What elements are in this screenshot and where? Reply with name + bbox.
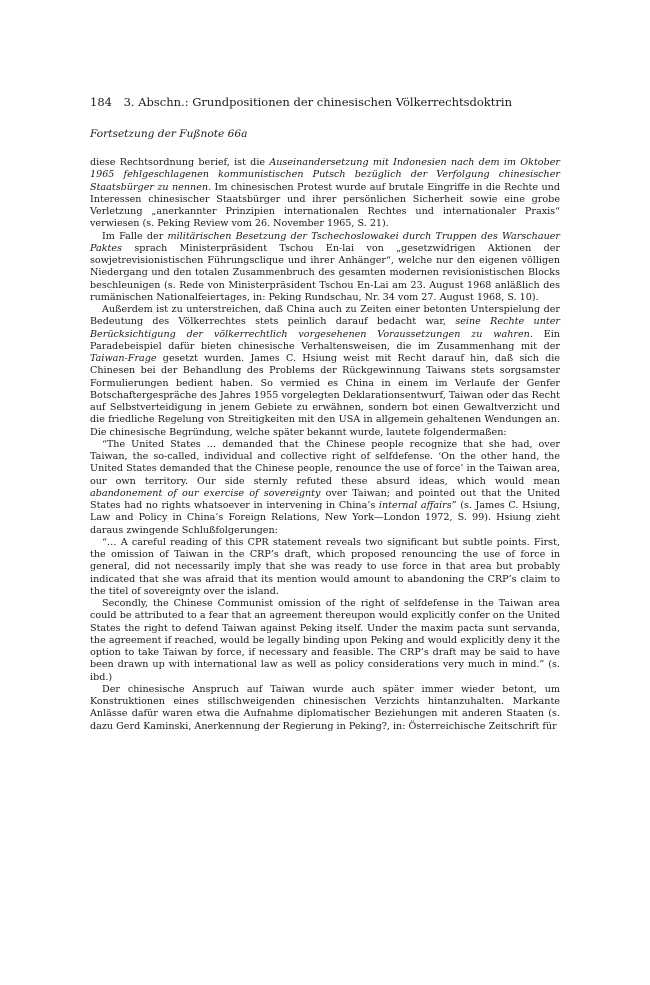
footnote-continuation-label: Fortsetzung der Fußnote 66a — [90, 128, 248, 140]
emphasized-text: Auseinandersetzung mit Indonesien nach dem im Oktober 1965 fehlgeschlagenen kommunistischen Putsch bezüglich der Verfolgung chinesischer Staatsbürger zu nennen. — [90, 157, 560, 193]
text-run: “The United States … demanded that the Chinese people recognize that she had, over Taiwan, the so-called, individual and collective right of selfdefense. ‘On the other hand, the United States demanded that the Chinese people, renounce the use of force’ in the Taiwan area, our own territory. Our side sternly refuted these absurd ideas, which would mean — [90, 438, 560, 487]
emphasized-text: Taiwan-Frage — [90, 353, 157, 364]
page-number: 184 — [90, 95, 112, 109]
paragraph — [90, 304, 560, 439]
text-run: diese Rechtsordnung berief, ist die — [90, 157, 270, 168]
paragraph — [90, 537, 560, 598]
text-run: Im chinesischen Protest wurde auf brutale Eingriffe in die Rechte und Interessen chinesischer Staatsbürger und ihrer persönlichen Sicherheit sowie eine grobe Verletzung „anerkannter Prinzipien internationalen Rechtes und internationaler Praxis“ verwiesen (s. Peking Review vom 26. November 1965, S. 21). — [90, 181, 560, 230]
paragraph — [90, 439, 560, 537]
running-header — [90, 95, 560, 110]
paragraph — [90, 157, 560, 231]
emphasized-text: abandonement of our exercise of sovereignty — [90, 487, 321, 499]
text-run: sprach Ministerpräsident Tschou En-lai von „gesetzwidrigen Aktionen der sowjetrevisionistischen Führungsclique und ihrer Anhänger“, welche nur den eigenen völligen Niedergang und den totalen Zusammenbruch des gesamten modernen revisionistischen Blocks beschleunigen (s. Rede von Ministerpräsident Tschou En-Lai am 23. August 1968 anläßlich des rumänischen Nationalfeiertages, in: Peking Rundschau, Nr. 34 vom 27. August 1968, S. 10). — [90, 242, 560, 303]
paragraph — [90, 231, 560, 305]
document-page — [90, 95, 560, 733]
emphasized-text: internal affairs — [378, 500, 452, 511]
running-title: 3. Abschn.: Grundpositionen der chinesischen Völkerrechtsdoktrin — [123, 95, 512, 109]
paragraph — [90, 684, 560, 733]
text-run: Außerdem ist zu unterstreichen, daß China auch zu Zeiten einer betonten Unterspielung der Bedeutung des Völkerrechtes stets peinlich darauf bedacht war, — [90, 304, 560, 328]
text-run: Secondly, the Chinese Communist omission of the right of selfdefense in the Taiwan area could be attributed to a fear that an agreement thereupon would explicitly confer on the United States the right to defend Taiwan against Peking itself. Under the maxim pacta sunt servanda, the agreement if reached, would be legally binding upon Peking and would explicitly deny it the option to take Taiwan by force, if necessary and feasible. The CRP’s draft may be said to have been drawn up with international law as well as policy considerations very much in mind.” (s. ibd.) — [90, 598, 560, 683]
body-text — [90, 157, 560, 733]
text-run: ” (s. James C. Hsiung, Law and Policy in China’s Foreign Relations, New York—London 1972, S. 99). Hsiung zieht daraus zwingende Schlußfolgerungen: — [90, 500, 560, 536]
paragraph — [90, 598, 560, 684]
text-run: Ein Paradebeispiel dafür bieten chinesische Verhaltensweisen, die im Zusammenhang mit der — [90, 328, 560, 352]
text-run: over Taiwan; and pointed out that the United States had no rights whatsoever in intervening in China’s — [90, 487, 561, 511]
emphasized-text: militärischen Besetzung der Tschechoslowakei durch Truppen des Warschauer Paktes — [90, 230, 561, 254]
emphasized-text: seine Rechte unter Berücksichtigung der völkerrechtlich vorgesehenen Voraussetzungen zu wahren. — [90, 316, 560, 340]
text-run: “… A careful reading of this CPR statement reveals two significant but subtle points. First, the omission of Taiwan in the CRP’s draft, which proposed renouncing the use of force in general, did not necessarily imply that she was ready to use force in that area but probably indicated that she was afraid that its mention would amount to abandoning the CRP’s claim to the titel of sovereignty over the island. — [90, 536, 560, 597]
text-run: gesetzt wurden. James C. Hsiung weist mit Recht darauf hin, daß sich die Chinesen bei der Behandlung des Problems der Rückgewinnung Taiwans stets sorgsamster Formulierungen bedient haben. So vermied es China in einem im Verlaufe der Genfer Botschaftergespräche des Jahres 1955 vorgelegten Deklarationsentwurf, Taiwan oder das Recht auf Selbstverteidigung in jenem Gebiete zu erwähnen, sondern bot einen Gewaltverzicht und die friedliche Regelung von Streitigkeiten mit den USA in allgemein gehaltenen Wendungen an. Die chinesische Begründung, welche später bekannt wurde, lautete folgendermaßen: — [90, 353, 560, 438]
text-run: Im Falle der — [102, 230, 168, 242]
text-run: Der chinesische Anspruch auf Taiwan wurde auch später immer wieder betont, um Konstruktionen eines stillschweigenden chinesischen Verzichts hintanzuhalten. Markante Anlässe dafür waren etwa die Aufnahme diplomatischer Beziehungen mit anderen Staaten (s. dazu Gerd Kaminski, Anerkennung der Regierung in Peking?, in: Österreichische Zeitschrift für — [90, 683, 560, 732]
